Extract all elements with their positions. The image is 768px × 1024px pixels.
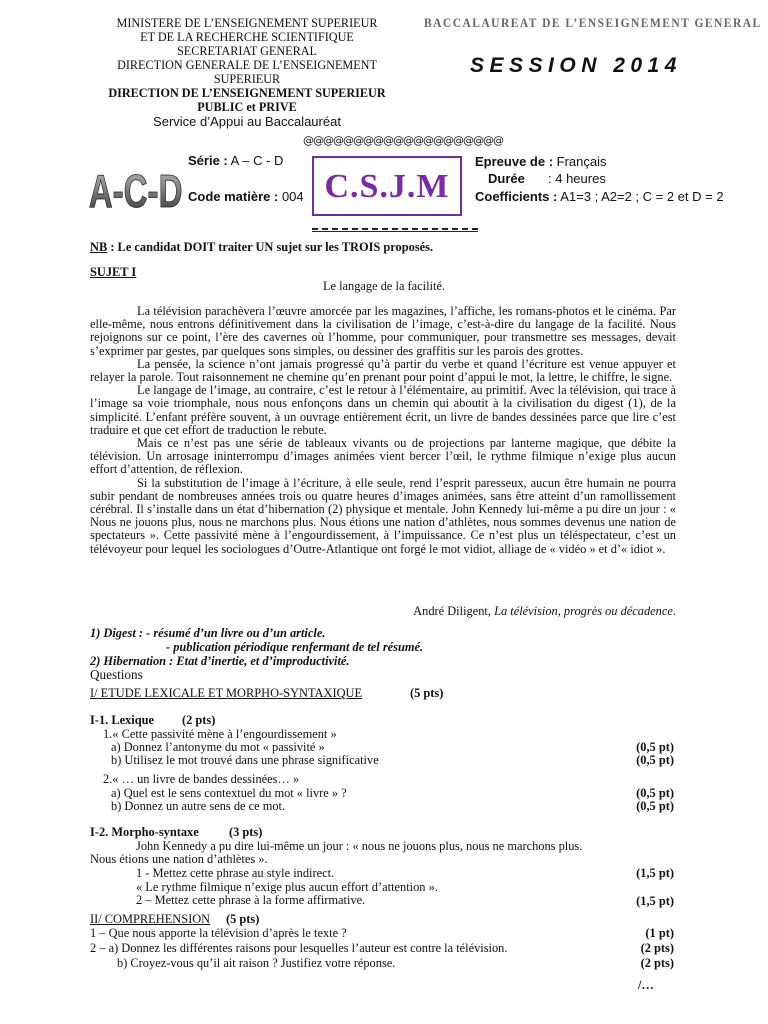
paragraph: La télévision parachèvera l’œuvre amorcée par les magazines, l’affiche, les romans-photos et le cinéma. Par elle-même, nous entrons définitivement dans la civilisation de l’image, c’est-à-dire du langage de la facilité. Nous rejoignons sur ce point, l’ère des cavernes où l’homme, pour communiquer, pour transmettre ses messages, devait s’exprimer par gestes, par quelques sons simples, ou dessiner des graffitis sur les parois des grottes.: [90, 304, 676, 358]
section1-title: I/ ETUDE LEXICALE ET MORPHO-SYNTAXIQUE: [90, 686, 363, 700]
direction-line: PUBLIC et PRIVE: [197, 100, 297, 114]
questions-heading: Questions: [90, 667, 143, 682]
lexique-q1b-pts: (0,5 pt): [636, 753, 674, 767]
serie-row: [188, 153, 283, 168]
morpho-q2: 2 – Mettez cette phrase à la forme affirmative.: [136, 893, 366, 907]
code-label: Code matière :: [188, 189, 279, 204]
bac-title: BACCALAUREAT DE L’ENSEIGNEMENT GENERAL: [424, 16, 762, 30]
epreuve-value: Français: [556, 154, 607, 169]
divider-line: [312, 231, 478, 232]
comprehension-q2b: b) Croyez-vous qu’il ait raison ? Justifiez votre réponse.: [117, 956, 396, 970]
morpho-q2-pts: (1,5 pt): [636, 894, 674, 908]
morpho-q1: 1 - Mettez cette phrase au style indirect.: [136, 866, 335, 880]
comprehension-q1: 1 – Que nous apporte la télévision d’après le texte ?: [90, 926, 347, 940]
paragraph: Le langage de l’image, au contraire, c’est le retour à l’élémentaire, au primitif. Avec la télévision, qui trace à l’image sa voie triomphale, nous nous enfonçons dans un chemin qui aboutit à la civilisation du digest (1), de la simplicité. L’enfant préfère souvent, à un ouvrage entièrement écrit, un livre de bandes dessinées parce que lire c’est traduire et que cet effort de traduction le rebute.: [90, 383, 676, 437]
paragraph: La pensée, la science n’ont jamais progressé qu’à partir du verbe et quand l’écriture est venue appuyer et relayer la parole. Tout raisonnement ne chemine qu’en prenant pour point d’appui le mot, la lettre, le chiffre, le signe.: [90, 356, 676, 385]
ministry-line: DIRECTION GENERALE DE L’ENSEIGNEMENT: [117, 58, 377, 72]
lexique-q2: 2.« … un livre de bandes dessinées… »: [103, 772, 300, 786]
lexique-q2a-pts: (0,5 pt): [636, 786, 674, 800]
ministry-line: ET DE LA RECHERCHE SCIENTIFIQUE: [140, 30, 354, 44]
comprehension-q2b-pts: (2 pts): [640, 956, 674, 970]
serie-label: Série :: [188, 153, 228, 168]
text-body: [90, 305, 676, 556]
comprehension-q1-pts: (1 pt): [645, 926, 674, 940]
section2-title: II/ COMPREHENSION: [90, 912, 211, 926]
section1-pts: (5 pts): [410, 686, 444, 700]
epreuve-label: Epreuve de :: [475, 154, 554, 169]
ministry-line: SECRETARIAT GENERAL: [177, 44, 317, 58]
direction-line: DIRECTION DE L’ENSEIGNEMENT SUPERIEUR: [108, 86, 386, 100]
lexique-q2b-pts: (0,5 pt): [636, 799, 674, 813]
morpho-title: I-2. Morpho-syntaxe: [90, 825, 199, 839]
ministry-line: SUPERIEUR: [213, 72, 281, 86]
coef-value: A1=3 ; A2=2 ; C = 2 et D = 2: [560, 189, 724, 204]
footnote: 1) Digest : - résumé d’un livre ou d’un article.: [90, 626, 326, 640]
duree-value: : 4 heures: [548, 171, 606, 186]
lexique-q2b: b) Donnez un autre sens de ce mot.: [111, 799, 286, 813]
code-value: 004: [281, 189, 304, 204]
serie-value: A – C - D: [230, 153, 284, 168]
service-name: Service d’Appui au Baccalauréat: [153, 114, 341, 129]
morpho-pts: (3 pts): [229, 825, 263, 839]
nb-label: NB: [90, 240, 108, 254]
morpho-quote: « Le rythme filmique n’exige plus aucun effort d’attention ».: [136, 880, 438, 894]
lexique-title: I-1. Lexique: [90, 713, 155, 727]
nb-text: : Le candidat DOIT traiter UN sujet sur les TROIS proposés.: [110, 240, 434, 254]
logo-text: A-C-D: [88, 166, 183, 218]
morpho-quote: John Kennedy a pu dire lui-même un jour : « nous ne jouons plus, nous ne marchons plus.: [136, 839, 583, 853]
ministry-line: MINISTERE DE L’ENSEIGNEMENT SUPERIEUR: [116, 16, 378, 30]
footnote: - publication périodique renfermant de tel résumé.: [166, 640, 424, 654]
coef-label: Coefficients :: [475, 189, 558, 204]
footnote: 2) Hibernation : Etat d’inertie, et d’improductivité.: [90, 654, 350, 668]
source-citation: [413, 604, 676, 619]
acd-logo: [88, 152, 183, 220]
author: André Diligent,: [413, 604, 491, 618]
comprehension-q2a-pts: (2 pts): [640, 941, 674, 955]
code-row: [188, 189, 304, 204]
section2-pts: (5 pts): [226, 912, 260, 926]
lexique-pts: (2 pts): [182, 713, 216, 727]
duree-row: [488, 171, 525, 186]
decorative-divider: @@@@@@@@@@@@@@@@@@@@: [303, 134, 503, 147]
source-end: .: [672, 604, 676, 618]
sujet-label: SUJET I: [90, 265, 137, 279]
lexique-q1a-pts: (0,5 pt): [636, 740, 674, 754]
coef-row: [475, 189, 724, 204]
paragraph: Mais ce n’est pas une série de tableaux vivants ou de projections par lanterne magique, que débite la télévision. Un arrosage ininterrompu d’images animées vient bercer l’œil, le rythme filmique n’exige plus aucun effort d’attention, de réflexion.: [90, 436, 676, 477]
morpho-q1-pts: (1,5 pt): [636, 866, 674, 880]
divider-line: [312, 228, 478, 230]
lexique-q1b: b) Utilisez le mot trouvé dans une phrase significative: [111, 753, 379, 767]
session-title: SESSION 2014: [470, 54, 682, 77]
nb-note: [90, 240, 433, 255]
comprehension-q2a: 2 – a) Donnez les différentes raisons pour lesquelles l’auteur est contre la télévision.: [90, 941, 508, 955]
ministry-header: [88, 16, 406, 129]
csjm-stamp: C.S.J.M: [312, 156, 462, 216]
lexique-q1a: a) Donnez l’antonyme du mot « passivité »: [111, 740, 325, 754]
lexique-q2a: a) Quel est le sens contextuel du mot « livre » ?: [111, 786, 347, 800]
morpho-quote: Nous étions une nation d’athlètes ».: [90, 852, 268, 866]
text-title: Le langage de la facilité.: [322, 279, 446, 293]
duree-label: Durée: [488, 171, 525, 186]
continuation-mark: /…: [638, 978, 654, 992]
source-title: La télévision, progrès ou décadence: [494, 604, 673, 618]
paragraph: Si la substitution de l’image à l’écriture, à elle seule, rend l’esprit paresseux, aucun être humain ne pourra subir pendant de nombreuses années trois ou quatre heures d’images animées, sans être atteint d’un ramollissement cérébral. Il s’installe dans un état d’hibernation (2) physique et mentale. John Kennedy lui-même a pu dire un jour : « Nous ne jouons plus, nous ne marchons plus. Nous étions une nation d’athlètes, nous sommes devenus une nation de spectateurs ». Cette passivité mène à l’engourdissement, à l’impuissance. Ce n’est plus un téléspectateur, c’est un télévoyeur pour lequel les sociologues d’Outre-Atlantique ont forgé le mot vidiot, alliage de « vidéo » et d’« idiot ».: [90, 475, 676, 556]
epreuve-row: [475, 154, 607, 169]
lexique-q1: 1.« Cette passivité mène à l’engourdissement »: [103, 727, 337, 741]
